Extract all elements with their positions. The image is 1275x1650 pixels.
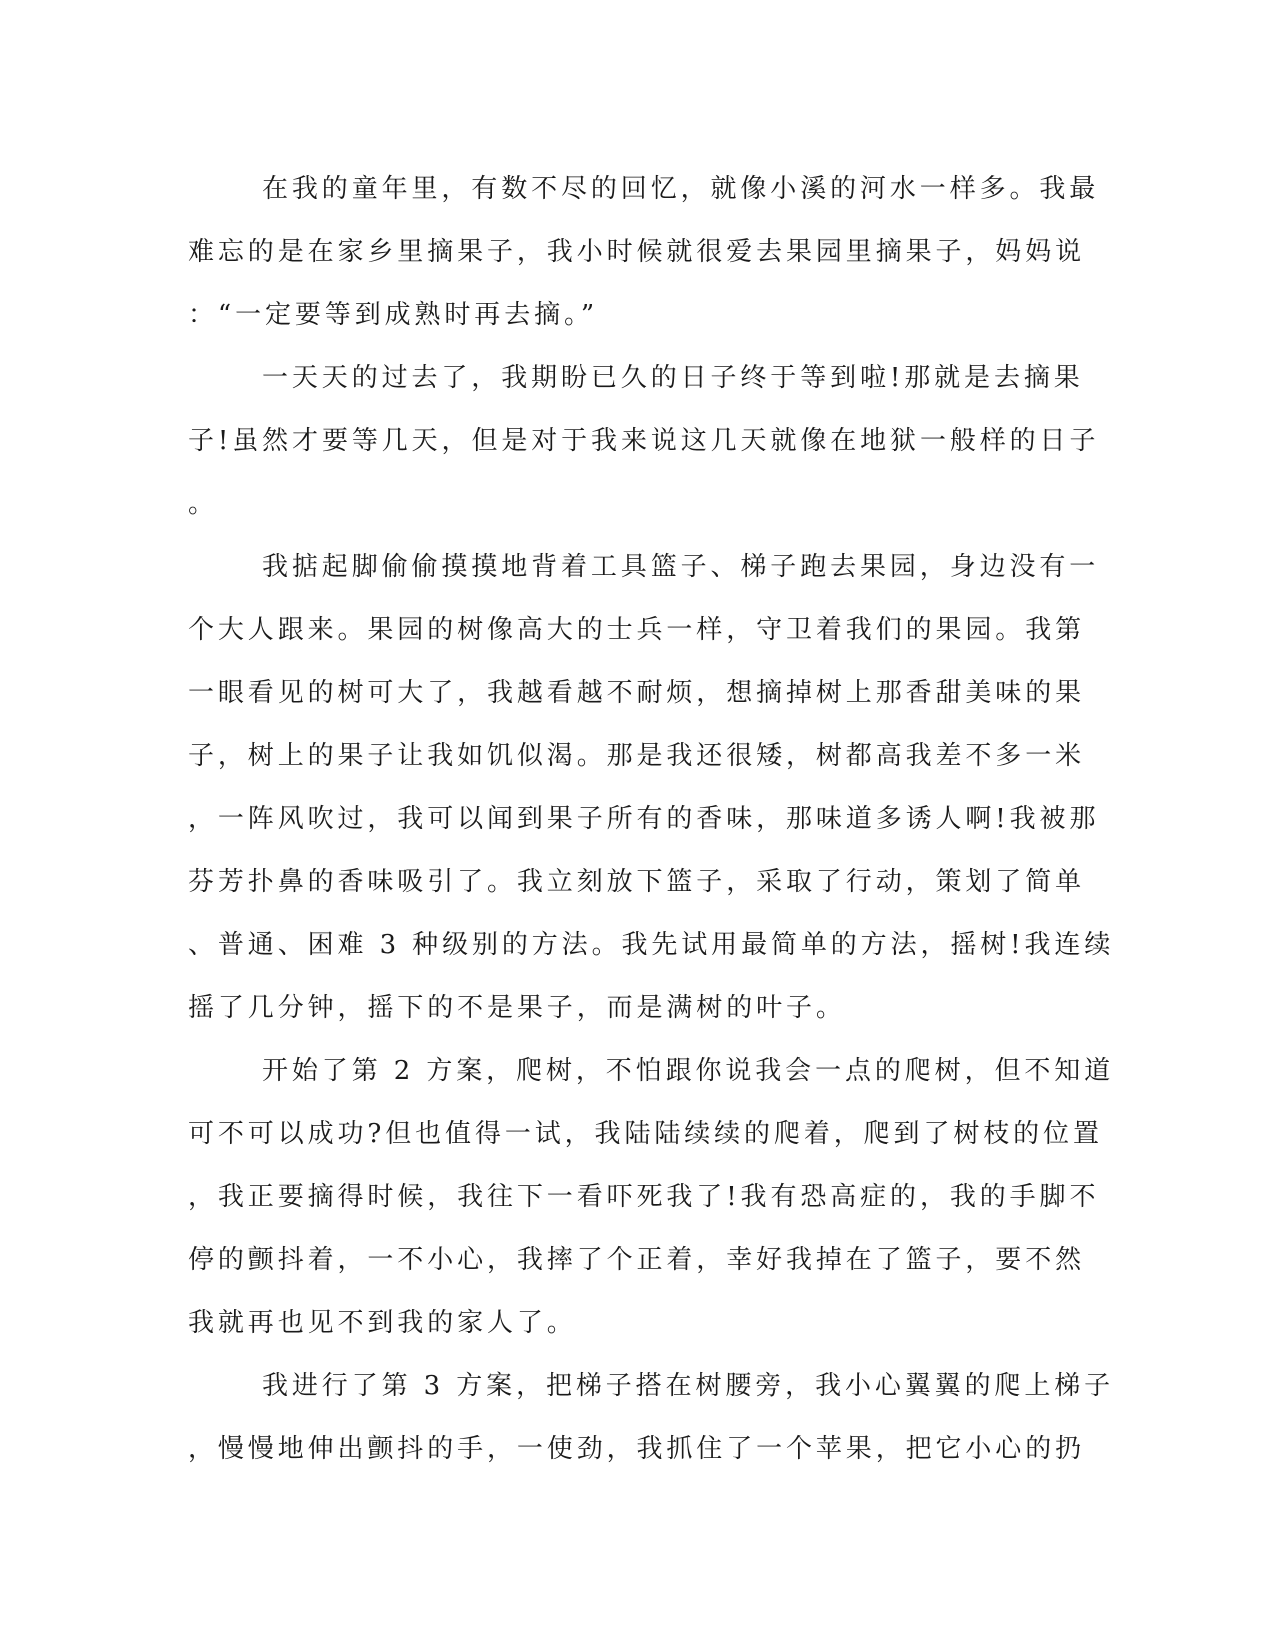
document-body <box>188 158 1115 1481</box>
paragraph-3-line-4: 子，树上的果子让我如饥似渴。那是我还很矮，树都高我差不多一米 <box>188 741 1086 771</box>
paragraph-1-line-1: 在我的童年里，有数不尽的回忆，就像小溪的河水一样多。我最 <box>262 174 1100 204</box>
paragraph-4-line-1: 开始了第 2 方案，爬树，不怕跟你说我会一点的爬树，但不知道 <box>262 1056 1115 1086</box>
paragraph-5-line-1: 我进行了第 3 方案，把梯子搭在树腰旁，我小心翼翼的爬上梯子 <box>262 1371 1115 1401</box>
paragraph-4-line-3: ，我正要摘得时候，我往下一看吓死我了!我有恐高症的，我的手脚不 <box>188 1182 1100 1212</box>
paragraph-4-line-2: 可不可以成功?但也值得一试，我陆陆续续的爬着，爬到了树枝的位置 <box>188 1119 1103 1149</box>
paragraph-3-line-5: ，一阵风吹过，我可以闻到果子所有的香味，那味道多诱人啊!我被那 <box>188 804 1100 834</box>
paragraph-2-line-3: 。 <box>188 489 218 519</box>
paragraph-2-line-1: 一天天的过去了，我期盼已久的日子终于等到啦!那就是去摘果 <box>262 363 1084 393</box>
paragraph-3-line-7: 、普通、困难 3 种级别的方法。我先试用最简单的方法，摇树!我连续 <box>188 930 1115 960</box>
paragraph-3-line-8: 摇了几分钟，摇下的不是果子，而是满树的叶子。 <box>188 993 846 1023</box>
paragraph-5-line-2: ，慢慢地伸出颤抖的手，一使劲，我抓住了一个苹果，把它小心的扔 <box>188 1434 1086 1464</box>
paragraph-3-line-1: 我掂起脚偷偷摸摸地背着工具篮子、梯子跑去果园，身边没有一 <box>262 552 1100 582</box>
paragraph-3-line-2: 个大人跟来。果园的树像高大的士兵一样，守卫着我们的果园。我第 <box>188 615 1086 645</box>
paragraph-2-line-2: 子!虽然才要等几天，但是对于我来说这几天就像在地狱一般样的日子 <box>188 426 1100 456</box>
paragraph-3-line-6: 芬芳扑鼻的香味吸引了。我立刻放下篮子，采取了行动，策划了简单 <box>188 867 1086 897</box>
paragraph-4-line-5: 我就再也见不到我的家人了。 <box>188 1308 577 1338</box>
paragraph-4-line-4: 停的颤抖着，一不小心，我摔了个正着，幸好我掉在了篮子，要不然 <box>188 1245 1086 1275</box>
paragraph-1-line-3: ：“一定要等到成熟时再去摘。” <box>188 300 599 330</box>
paragraph-3-line-3: 一眼看见的树可大了，我越看越不耐烦，想摘掉树上那香甜美味的果 <box>188 678 1086 708</box>
paragraph-1-line-2: 难忘的是在家乡里摘果子，我小时候就很爱去果园里摘果子，妈妈说 <box>188 237 1086 267</box>
